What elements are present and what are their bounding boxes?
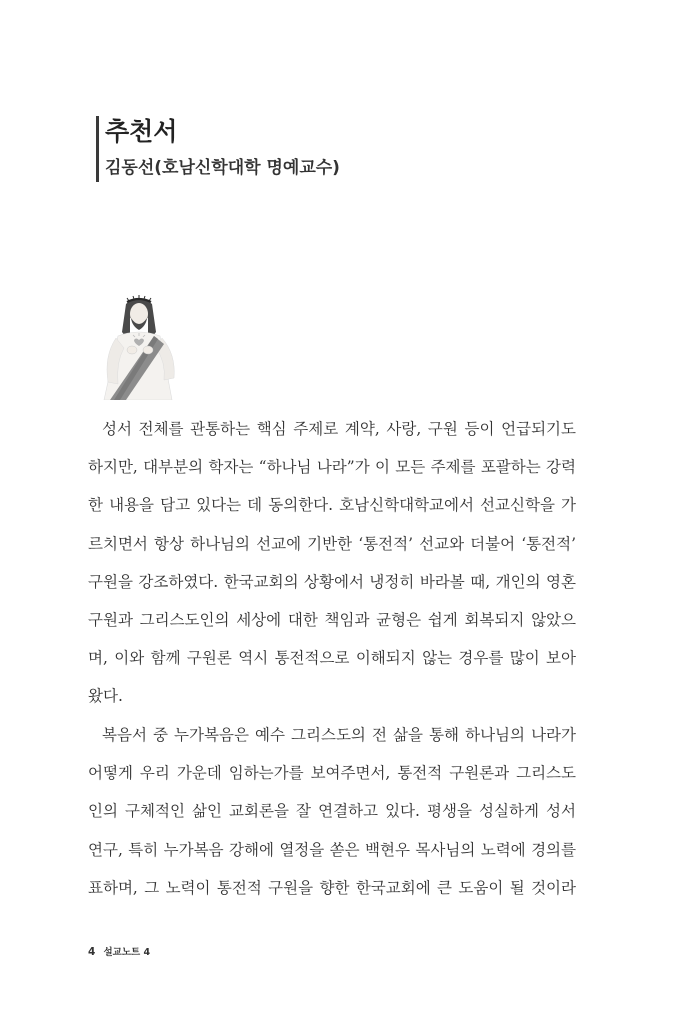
paragraph-line: 인의 구체적인 삶인 교회론을 잘 연결하고 있다. 평생을 성실하게 성서 xyxy=(88,802,576,821)
heading-block xyxy=(96,116,496,182)
heading-accent-rule xyxy=(96,116,99,182)
body-paragraph-1 xyxy=(88,410,576,716)
paragraph-line: 르치면서 항상 하나님의 선교에 기반한 ‘통전적’ 선교와 더불어 ‘통전적’ xyxy=(88,534,576,553)
paragraph-line: 구원을 강조하였다. 한국교회의 상황에서 냉정히 바라볼 때, 개인의 영혼 xyxy=(88,572,576,591)
paragraph-line: 며, 이와 함께 구원론 역시 통전적으로 이해되지 않는 경우를 많이 보아 xyxy=(88,649,576,668)
paragraph-line: 한 내용을 담고 있다는 데 동의한다. 호남신학대학교에서 선교신학을 가 xyxy=(88,496,576,515)
paragraph-line: 하지만, 대부분의 학자는 “하나님 나라”가 이 모든 주제를 포괄하는 강력 xyxy=(88,458,576,477)
jesus-figure-illustration xyxy=(96,292,182,400)
body-paragraph-2 xyxy=(88,716,576,907)
paragraph-line: 왔다. xyxy=(88,687,123,706)
paragraph-line: 표하며, 그 노력이 통전적 구원을 향한 한국교회에 큰 도움이 될 것이라 xyxy=(88,878,576,897)
paragraph-line: 어떻게 우리 가운데 임하는가를 보여주면서, 통전적 구원론과 그리스도 xyxy=(88,764,576,783)
running-book-title: 설교노트 4 xyxy=(103,947,151,958)
illustration-svg xyxy=(96,292,182,400)
paragraph-line: 성서 전체를 관통하는 핵심 주제로 계약, 사랑, 구원 등이 언급되기도 xyxy=(102,420,576,438)
author-subtitle: 김동선(호남신학대학 명예교수) xyxy=(105,158,340,178)
paragraph-line: 복음서 중 누가복음은 예수 그리스도의 전 삶을 통해 하나님의 나라가 xyxy=(102,726,576,744)
page-footer xyxy=(88,944,150,958)
paragraph-line: 구원과 그리스도인의 세상에 대한 책임과 균형은 쉽게 회복되지 않았으 xyxy=(88,610,576,629)
paragraph-line: 연구, 특히 누가복음 강해에 열정을 쏟은 백현우 목사님의 노력에 경의를 xyxy=(88,840,576,859)
page-number: 4 xyxy=(88,946,96,958)
page-title: 추천서 xyxy=(105,117,178,146)
